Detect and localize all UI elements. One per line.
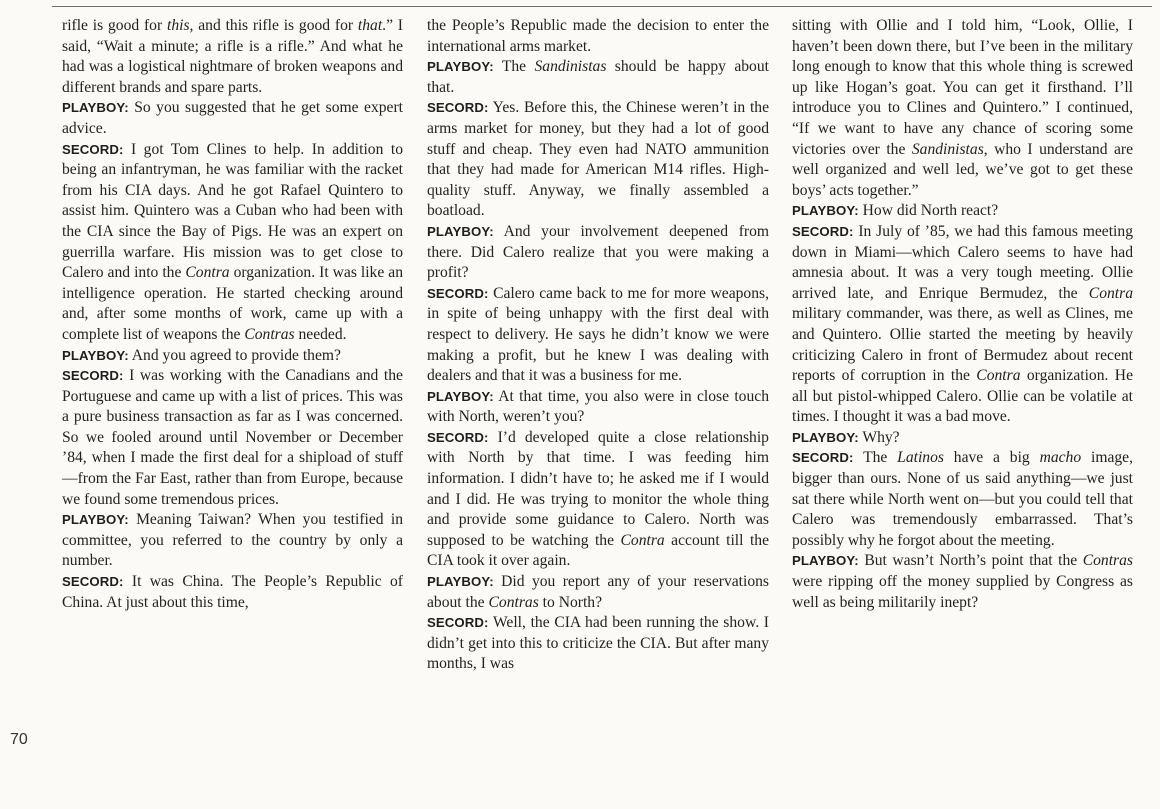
- speaker-label: PLAYBOY:: [792, 203, 859, 219]
- body-text: rifle is good for: [62, 17, 167, 34]
- speaker-label: SECORD:: [427, 285, 489, 301]
- italic-text: that: [357, 17, 383, 34]
- interview-paragraph: [62, 510, 403, 572]
- body-text: have a big: [943, 449, 1040, 467]
- body-text: But wasn’t North’s point that the: [864, 552, 1083, 570]
- body-text: Calero came back to me for more weapons, in spite of being unhappy with the first deal with respect to delivery. He says he didn’t know we were making a profit, but he knew I was dealing with dealers and that it was a business for me.: [427, 284, 769, 385]
- interview-paragraph: [792, 551, 1133, 613]
- body-text: And your involvement deepened from there. Did Calero realize that you were making a profit?: [427, 222, 770, 282]
- interview-paragraph: [427, 428, 769, 572]
- interview-paragraph: [427, 16, 769, 57]
- body-text: In July of ’85, we had this famous meeting down in Miami—which Calero seems to have had amnesia about. It was a very tough meeting. Ollie arrived late, and Enrique Bermudez, the: [792, 222, 1133, 302]
- body-text: Yes. Before this, the Chinese weren’t in the arms market for money, but they had a lot of good stuff and cheap. They even had NATO ammunition that they had made for American M14 rifles. High-quality stuff. Anyway, we finally assembled a boatload.: [427, 99, 769, 220]
- body-text: , who I understand are well organized and well led, we’ve got to get these boys’ acts together.”: [792, 140, 1134, 199]
- speaker-label: SECORD:: [792, 450, 854, 466]
- body-text: needed.: [294, 325, 347, 343]
- interview-paragraph: [792, 222, 1133, 428]
- body-text: the People’s Republic made the decision to enter the international arms market.: [427, 17, 769, 55]
- italic-text: Contras: [488, 593, 539, 611]
- body-text: should be happy about that.: [427, 58, 769, 96]
- italic-text: Sandinistas: [911, 140, 984, 158]
- body-text: account till the CIA took it over again.: [427, 531, 770, 570]
- interview-paragraph: [427, 98, 769, 222]
- body-text: organization. He all but pistol-whipped Calero. Ollie can be volatile at times. I thought it was a bad move.: [792, 367, 1133, 426]
- interview-paragraph: [427, 572, 769, 613]
- italic-text: Latinos: [897, 449, 944, 467]
- body-text: Why?: [862, 428, 900, 446]
- speaker-label: PLAYBOY:: [62, 512, 129, 528]
- text-column-1: [62, 16, 403, 613]
- body-text: Well, the CIA had been running the show. I didn’t get into this to criticize the CIA. But after many months, I was: [427, 614, 769, 673]
- italic-text: Sandinistas: [534, 58, 607, 76]
- page-number: 70: [10, 731, 28, 748]
- interview-paragraph: [427, 387, 769, 428]
- interview-paragraph: [792, 201, 1133, 222]
- speaker-label: SECORD:: [792, 223, 854, 239]
- interview-paragraph: [62, 98, 403, 139]
- interview-paragraph: [427, 613, 769, 675]
- speaker-label: PLAYBOY:: [62, 347, 129, 363]
- speaker-label: SECORD:: [427, 100, 489, 116]
- interview-paragraph: [427, 57, 769, 98]
- text-column-3: [792, 16, 1133, 613]
- interview-paragraph: [792, 448, 1133, 551]
- body-text: It was China. The People’s Republic of China. At just about this time,: [62, 573, 403, 611]
- interview-paragraph: [792, 428, 1133, 449]
- italic-text: Contra: [976, 367, 1021, 385]
- speaker-label: PLAYBOY:: [427, 223, 494, 239]
- interview-paragraph: [427, 284, 769, 387]
- body-text: image, bigger than ours. None of us said anything—we just sat there while North went on—but you could tell that Calero was tremendously embarrassed. That’s possibly why he forgot about the meeting.: [792, 449, 1133, 549]
- italic-text: Contra: [185, 264, 230, 282]
- speaker-label: SECORD:: [62, 141, 124, 157]
- text-column-2: [427, 16, 769, 675]
- italic-text: this: [167, 17, 190, 34]
- speaker-label: PLAYBOY:: [792, 553, 859, 569]
- interview-paragraph: [62, 346, 403, 367]
- body-text: Did you report any of your reservations about the: [427, 573, 769, 611]
- body-text: sitting with Ollie and I told him, “Look, Ollie, I haven’t been down there, but I’ve been in the military long enough to know that this whole thing is screwed up like Hogan’s goat. You can get it firsthand. I’ll introduce you to Clines and Quintero.” I continued, “If we want to have any chance of scoring some victories over the: [792, 17, 1133, 158]
- italic-text: Contras: [244, 325, 295, 343]
- body-text: Meaning Taiwan? When you testified in committee, you referred to the country by only a number.: [62, 511, 404, 570]
- body-text: At that time, you also were in close touch with North, weren’t you?: [427, 387, 769, 426]
- speaker-label: PLAYBOY:: [427, 388, 494, 404]
- body-text: And you agreed to provide them?: [131, 346, 341, 364]
- italic-text: macho: [1039, 449, 1082, 467]
- italic-text: Contra: [1088, 284, 1133, 302]
- body-text: How did North react?: [862, 202, 999, 220]
- body-text: I’d developed quite a close relationship with North by that time. I was feeding him information. I didn’t have to; he asked me if I would and I did. He was trying to monitor the whole thing and provide some guidance to Calero. North was supposed to be watching the: [427, 428, 769, 549]
- body-text: organization. It was like an intelligence operation. He started checking around and, after some months of work, came up with a complete list of weapons the: [62, 264, 403, 343]
- speaker-label: SECORD:: [427, 615, 489, 631]
- interview-paragraph: [62, 16, 403, 98]
- speaker-label: SECORD:: [62, 368, 124, 384]
- body-text: to North?: [538, 593, 602, 611]
- interview-paragraph: [62, 572, 403, 613]
- italic-text: Contras: [1082, 552, 1133, 570]
- interview-paragraph: [427, 222, 769, 284]
- speaker-label: SECORD:: [427, 429, 489, 445]
- speaker-label: PLAYBOY:: [792, 429, 859, 445]
- body-text: .” I said, “Wait a minute; a rifle is a rifle.” And what he had was a logistical nightmare of broken weapons and different brands and spare parts.: [62, 17, 403, 96]
- speaker-label: PLAYBOY:: [427, 59, 494, 75]
- body-text: I got Tom Clines to help. In addition to being an infantryman, he was familiar with the racket from his CIA days. And he got Rafael Quintero to assist him. Quintero was a Cuban who had been with the CIA since the Bay of Pigs. He was an expert on guerrilla warfare. His mission was to get close to Calero and into the: [62, 140, 403, 282]
- body-text: I was working with the Canadians and the Portuguese and came up with a list of prices. This was a pure business transaction as far as I was concerned. So we fooled around until November or December ’84, when I made the first deal for a shipload of stuff—from the Far East, rather than from Europe, because we found some tremendous prices.: [62, 367, 403, 508]
- interview-paragraph: [62, 140, 403, 346]
- speaker-label: PLAYBOY:: [62, 100, 129, 116]
- body-text: The: [501, 58, 535, 76]
- top-rule: [52, 6, 1152, 7]
- interview-paragraph: [792, 16, 1133, 201]
- body-text: were ripping off the money supplied by Congress as well as being militarily inept?: [792, 573, 1133, 611]
- body-text: The: [863, 449, 898, 467]
- speaker-label: PLAYBOY:: [427, 574, 494, 590]
- italic-text: Contra: [620, 531, 665, 549]
- body-text: So you suggested that he get some expert advice.: [62, 99, 403, 137]
- body-text: military commander, was there, as well as Clines, me and Quintero. Ollie started the meeting by heavily criticizing Calero in front of Bermudez about recent reports of corruption in the: [792, 305, 1133, 385]
- interview-paragraph: [62, 366, 403, 510]
- body-text: , and this rifle is good for: [189, 17, 358, 34]
- speaker-label: SECORD:: [62, 574, 124, 590]
